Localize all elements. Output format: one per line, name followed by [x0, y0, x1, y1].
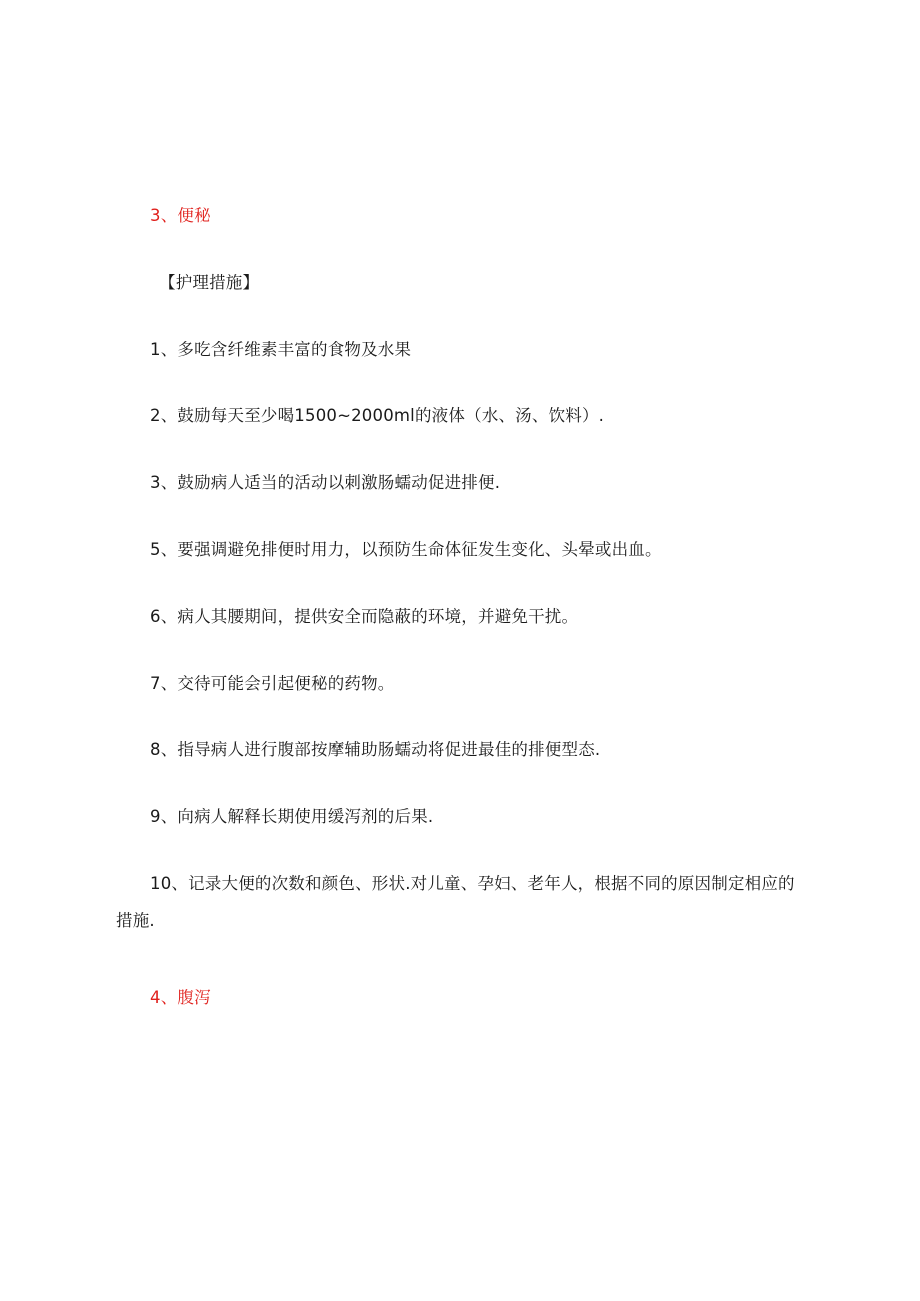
measure-item-6: 6、病人其腰期间，提供安全而隐蔽的环境，并避免干扰。 — [150, 607, 579, 626]
measure-item-10-line1: 10、记录大便的次数和颜色、形状.对儿童、孕妇、老年人，根据不同的原因制定相应的 — [150, 874, 795, 893]
section-heading-diarrhea: 4、腹泻 — [150, 988, 211, 1007]
measure-item-9: 9、向病人解释长期使用缓泻剂的后果. — [150, 807, 434, 826]
measure-item-2: 2、鼓励每天至少喝1500~2000ml的液体（水、汤、饮料）. — [150, 406, 605, 425]
measure-item-8: 8、指导病人进行腹部按摩辅助肠蠕动将促进最佳的排便型态. — [150, 740, 601, 759]
measure-item-1: 1、多吃含纤维素丰富的食物及水果 — [150, 340, 412, 359]
nursing-measures-subheading: 【护理措施】 — [159, 273, 260, 292]
section-heading-constipation: 3、便秘 — [150, 206, 211, 225]
measure-item-5: 5、要强调避免排便时用力，以预防生命体征发生变化、头晕或出血。 — [150, 540, 662, 559]
measure-item-10 — [116, 874, 810, 931]
measure-item-7: 7、交待可能会引起便秘的药物。 — [150, 674, 395, 693]
measure-item-10-line2: 措施. — [116, 911, 155, 930]
measure-item-3: 3、鼓励病人适当的活动以刺激肠蠕动促进排便. — [150, 473, 501, 492]
